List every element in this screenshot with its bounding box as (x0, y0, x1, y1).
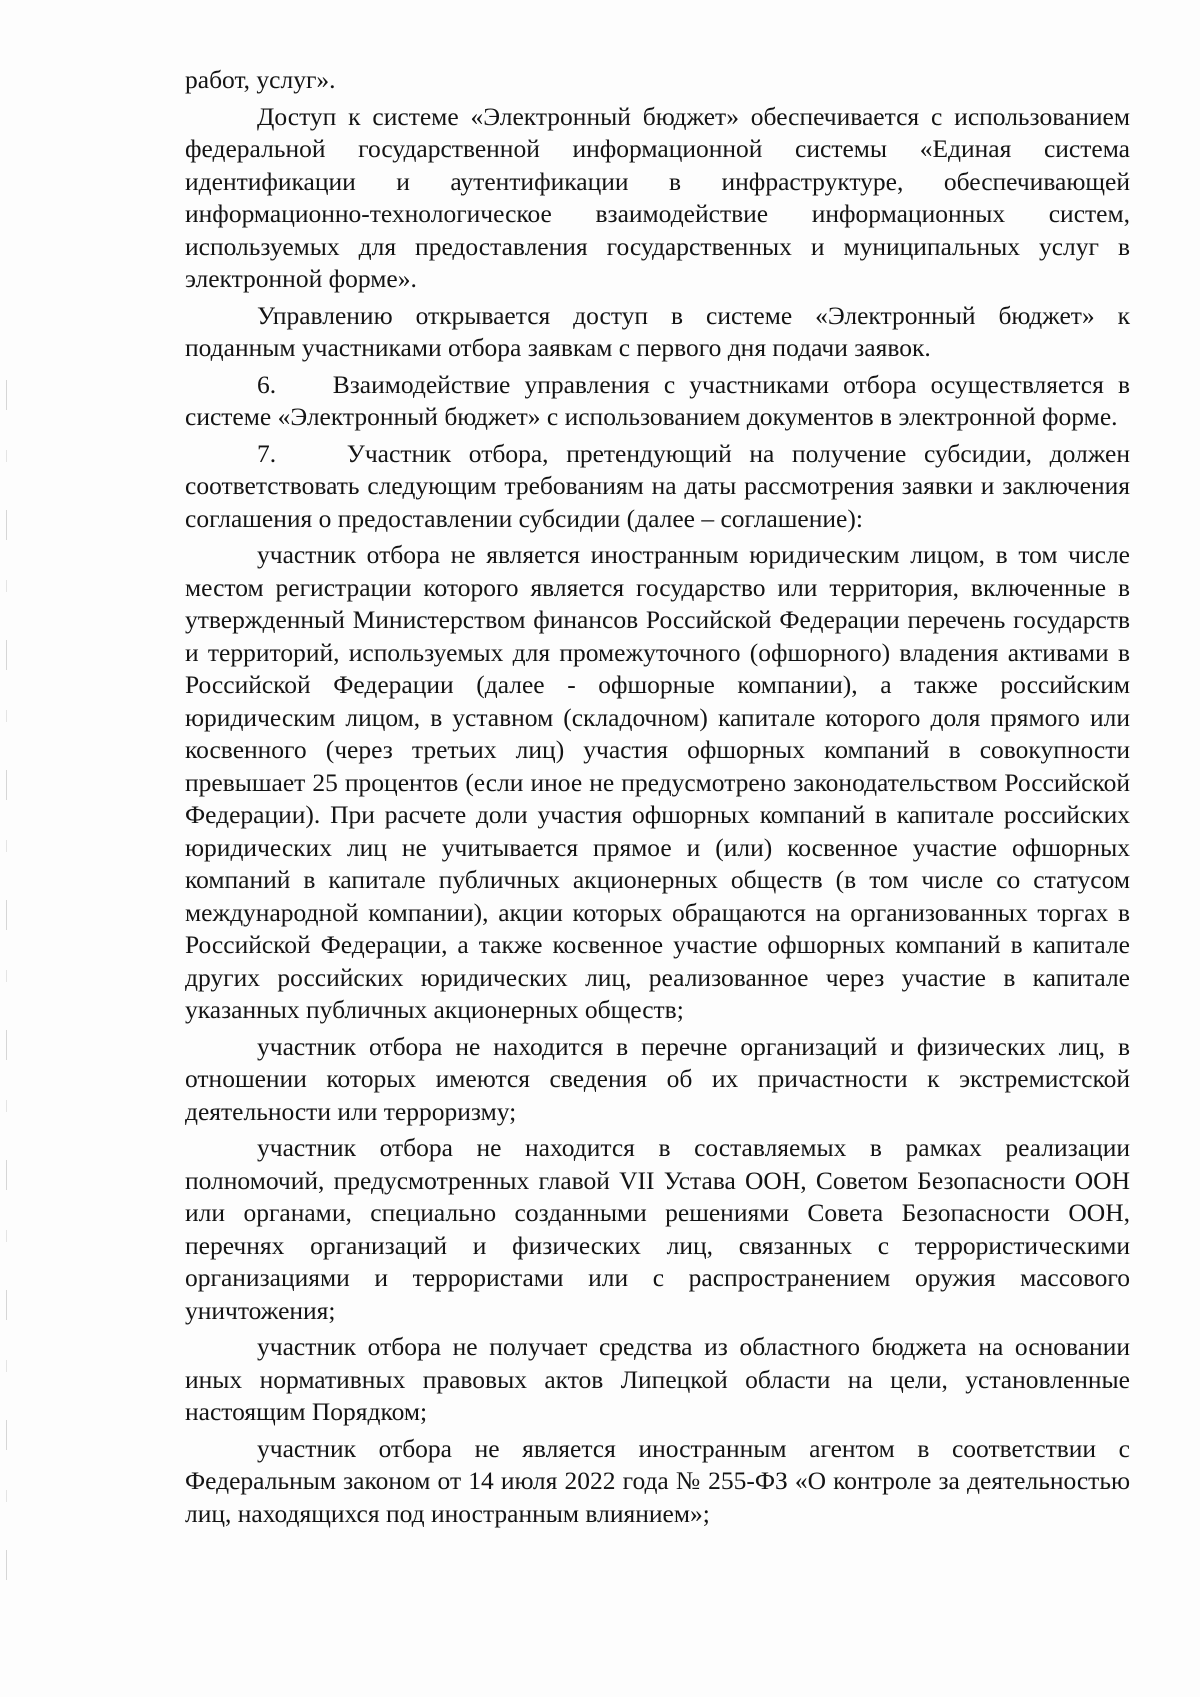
paragraph-item-6: 6. Взаимодействие управления с участниками отбора осуществляется в системе «Электронный бюджет» с использованием документов в электронной форме. (185, 369, 1130, 431)
scan-edge-mark (6, 380, 7, 1620)
paragraph-requirement-extremism: участник отбора не находится в перечне организаций и физических лиц, в отношении которых имеются сведения об их причастности к экстремистской деятельности или терроризму; (185, 1031, 1130, 1126)
paragraph-management-access: Управлению открывается доступ в системе «Электронный бюджет» к поданным участниками отбора заявкам с первого дня подачи заявок. (185, 300, 1130, 362)
paragraph-requirement-foreign-agent: участник отбора не является иностранным агентом в соответствии с Федеральным законом от 14 июля 2022 года № 255-ФЗ «О контроле за деятельностью лиц, находящихся под иностранным влиянием»; (185, 1433, 1130, 1528)
paragraph-requirement-offshore: участник отбора не является иностранным юридическим лицом, в том числе местом регистрации которого является государство или территория, включенные в утвержденный Министерством финансов Российской Федерации перечень государств и территорий, используемых для промежуточного (офшорного) владения активами в Российской Федерации (далее - офшорные компании), а также российским юридическим лицом, в уставном (складочном) капитале которого доля прямого или косвенного (через третьих лиц) участия офшорных компаний в совокупности превышает 25 процентов (если иное не предусмотрено законодательством Российской Федерации). При расчете доли участия офшорных компаний в капитале российских юридических лиц не учитывается прямое и (или) косвенное участие офшорных компаний в капитале публичных акционерных обществ (в том числе со статусом международной компании), акции которых обращаются на организованных торгах в Российской Федерации, а также косвенное участие офшорных компаний в капитале других российских юридических лиц, реализованное через участие в капитале указанных публичных акционерных обществ; (185, 540, 1130, 1024)
paragraph-requirement-un-lists: участник отбора не находится в составляемых в рамках реализации полномочий, предусмотренных главой VII Устава ООН, Советом Безопасности ООН или органами, специально созданными решениями Совета Безопасности ООН, перечнях организаций и физических лиц, связанных с террористическими организациями и террористами или с распространением оружия массового уничтожения; (185, 1133, 1130, 1325)
paragraph-requirement-regional-budget: участник отбора не получает средства из областного бюджета на основании иных нормативных правовых актов Липецкой области на цели, установленные настоящим Порядком; (185, 1332, 1130, 1426)
paragraph-access: Доступ к системе «Электронный бюджет» обеспечивается с использованием федеральной государственной информационной системы «Единая система идентификации и аутентификации в инфраструктуре, обеспечивающей информационно-технологическое взаимодействие информационных систем, используемых для предоставления государственных и муниципальных услуг в электронной форме». (185, 101, 1130, 293)
paragraph-continuation: работ, услуг». (185, 65, 336, 94)
paragraph-item-7: 7. Участник отбора, претендующий на получение субсидии, должен соответствовать следующим требованиям на даты рассмотрения заявки и заключения соглашения о предоставлении субсидии (далее – соглашение): (185, 438, 1130, 533)
document-body (185, 64, 1130, 1534)
